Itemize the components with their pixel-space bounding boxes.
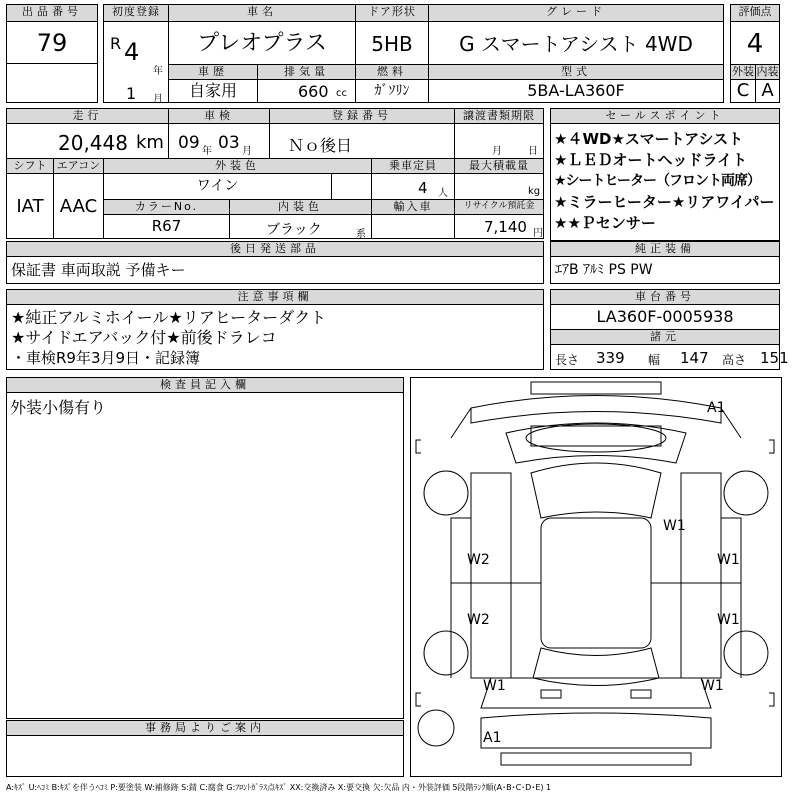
- top-section: [6, 4, 780, 104]
- transfer-month: 月: [492, 146, 502, 157]
- first-reg-month: 1: [126, 84, 137, 103]
- shift: IAT: [6, 173, 54, 239]
- dims-len: 339: [596, 349, 625, 367]
- import-box: [371, 214, 455, 239]
- chassis-label: 車台番号: [550, 289, 780, 305]
- name-label: 車名: [168, 4, 356, 22]
- disp-label: 排気量: [257, 64, 356, 80]
- genuine-value: ｴｱB ｱﾙﾐ PS PW: [550, 256, 780, 284]
- shift-label: シフト: [6, 158, 54, 174]
- office-box: [6, 735, 404, 777]
- fuel-label: 燃料: [355, 64, 429, 80]
- first-reg-era: R: [110, 34, 122, 53]
- rear-bumper-bottom: [501, 753, 691, 765]
- capacity-unit: 人: [438, 188, 448, 199]
- dims-len-label: 長さ: [555, 353, 580, 367]
- recycle-label: リサイクル預託金: [454, 199, 544, 215]
- chassis-number: LA360F-0005938: [550, 304, 780, 330]
- grade-label: グレード: [428, 4, 724, 22]
- color-extra: [331, 173, 372, 200]
- recycle-unit: 円: [533, 228, 543, 239]
- rear-bumper: [481, 713, 711, 748]
- fuel: ｶﾞｿﾘﾝ: [355, 79, 429, 103]
- intcolor-label: 内装色: [229, 199, 372, 215]
- inspect-year: 09: [178, 133, 200, 153]
- mileage: 20,448: [58, 131, 128, 155]
- grille: [526, 424, 666, 452]
- capacity-label: 乗車定員: [371, 158, 455, 174]
- office-label: 事務局よりご案内: [6, 720, 404, 736]
- inspect-year-unit: 年: [202, 146, 212, 157]
- first-reg-year-unit: 年: [153, 66, 163, 77]
- sales-label: セールスポイント: [550, 108, 780, 124]
- transfer-day: 日: [528, 146, 538, 157]
- mark-w1-right-front: W1: [663, 518, 686, 534]
- load-unit: kg: [528, 186, 541, 197]
- first-reg-year: 4: [124, 38, 140, 66]
- legend: A:ｷｽﾞ U:ﾍｺﾐ B:ｷｽﾞを伴うﾍｺﾐ P:要塗装 W:補修跡 S:錆 C:腐食 G:ﾌﾛﾝﾄｶﾞﾗｽ点ｷｽﾞ XX:交換済み X:要交換 欠:欠品 内・外装評価 5段階ﾗﾝｸ順(A･B･C･D･E) 1: [6, 783, 552, 792]
- grade: G スマートアシスト 4WD: [428, 21, 724, 65]
- later-value: 保証書 車両取説 予備キー: [6, 256, 544, 284]
- capacity: 4: [418, 179, 428, 197]
- mileage-label: 走行: [6, 108, 169, 124]
- windshield: [531, 463, 661, 518]
- inspect-label: 車検: [168, 108, 270, 124]
- rear-hatch: [481, 678, 711, 708]
- notes-line-3: ・車検R9年3月9日・記録簿: [11, 349, 201, 367]
- recycle: 7,140: [484, 218, 527, 236]
- transfer-label: 譲渡書類期限: [454, 108, 544, 124]
- notes-line-2: ★サイドエアバック付★前後ドラレコ: [11, 328, 277, 347]
- left-side-body: [471, 473, 511, 678]
- headlights: [531, 426, 661, 446]
- front-bumper-top: [531, 382, 661, 394]
- mark-w1-left-bottom: W1: [483, 678, 506, 694]
- color-label: 外装色: [103, 158, 372, 174]
- model: 5BA-LA360F: [428, 79, 724, 103]
- rear-glass: [533, 648, 659, 686]
- car-outline-svg: [411, 378, 781, 776]
- sales-box: [550, 123, 780, 241]
- sales-line-5: ★★Ｐセンサー: [554, 214, 656, 232]
- disp-unit: cc: [336, 88, 347, 99]
- inspector-value: 外装小傷有り: [10, 398, 107, 417]
- lot-number: 79: [6, 21, 98, 64]
- colorno: R67: [103, 214, 230, 239]
- first-reg-month-unit: 月: [153, 94, 163, 105]
- history-label: 車歴: [168, 64, 258, 80]
- door-type: 5HB: [355, 21, 429, 65]
- side-panels: [451, 518, 741, 678]
- ext-label: 外装: [732, 65, 754, 78]
- int-label: 内装: [756, 65, 779, 78]
- bracket-rear: [416, 693, 774, 706]
- plate-label: 登録番号: [269, 108, 455, 124]
- intcolor: ブラック: [266, 222, 322, 238]
- notes-box: [6, 304, 544, 370]
- dims-hgt: 151: [760, 349, 789, 367]
- inspector-box: [6, 392, 404, 719]
- spec-section: [6, 108, 544, 240]
- mark-a1-rear: A1: [483, 730, 502, 746]
- ext-grade: C: [730, 79, 756, 103]
- inspect-month-unit: 月: [242, 146, 252, 157]
- wheel-fl: [424, 471, 468, 515]
- front-bumper: [471, 396, 721, 424]
- hood: [506, 423, 686, 463]
- lot-label: 出品番号: [6, 4, 98, 22]
- mileage-unit: km: [136, 132, 164, 153]
- first-reg-label: 初度登録: [103, 4, 169, 22]
- rear-lamp-right: [631, 690, 651, 698]
- inspect-month: 03: [218, 133, 240, 153]
- mark-w2-left-front: W2: [467, 552, 490, 568]
- sales-line-2: ★ＬＥＤオートヘッドライト: [554, 151, 747, 169]
- int-grade: A: [755, 79, 780, 103]
- intcolor-unit: 系: [356, 229, 366, 240]
- wheel-rl: [424, 631, 468, 675]
- lot-blank: [6, 63, 98, 103]
- spare-wheel: [418, 710, 454, 746]
- notes-label: 注意事項欄: [6, 289, 544, 305]
- dims-label: 諸元: [550, 329, 780, 345]
- door-label: ドア形状: [355, 4, 429, 22]
- score-label: 評価点: [730, 4, 780, 22]
- later-label: 後日発送部品: [6, 241, 544, 257]
- color: ワイン: [103, 173, 332, 200]
- sales-line-3: ★シートヒーター（フロント両席）: [554, 173, 760, 189]
- colorno-label: カラーNo.: [103, 199, 230, 215]
- wheel-fr: [724, 471, 768, 515]
- inspector-label: 検査員記入欄: [6, 377, 404, 393]
- displacement: 660: [298, 82, 329, 101]
- dims-hgt-label: 高さ: [722, 353, 747, 367]
- ac-label: エアコン: [53, 158, 104, 174]
- load-label: 最大積載量: [454, 158, 544, 174]
- genuine-label: 純正装備: [550, 241, 780, 257]
- sales-line-4: ★ミラーヒーター★リアワイパー: [554, 193, 775, 211]
- mark-w1-right-mid: W1: [717, 552, 740, 568]
- right-side-body: [681, 473, 721, 678]
- mark-w1-right-bottom: W1: [701, 678, 724, 694]
- ac: AAC: [53, 173, 104, 239]
- mark-w2-left-rear: W2: [467, 612, 490, 628]
- notes-line-1: ★純正アルミホイール★リアヒーターダクト: [11, 308, 327, 327]
- model-label: 型式: [428, 64, 724, 80]
- plate: Ｎｏ後日: [288, 136, 353, 155]
- import-label: 輸入車: [371, 199, 455, 215]
- score: 4: [730, 21, 780, 65]
- mark-w1-right-rear: W1: [717, 612, 740, 628]
- car-name: プレオプラス: [168, 21, 356, 65]
- dims-wid: 147: [680, 349, 709, 367]
- history: 自家用: [168, 79, 258, 103]
- rear-lamp-left: [541, 690, 561, 698]
- dims-wid-label: 幅: [648, 353, 661, 367]
- mark-a1-front: A1: [707, 400, 726, 416]
- roof: [541, 518, 651, 648]
- sales-line-1: ★４WD★スマートアシスト: [554, 130, 744, 148]
- wheel-rr: [724, 631, 768, 675]
- damage-diagram: [410, 377, 782, 777]
